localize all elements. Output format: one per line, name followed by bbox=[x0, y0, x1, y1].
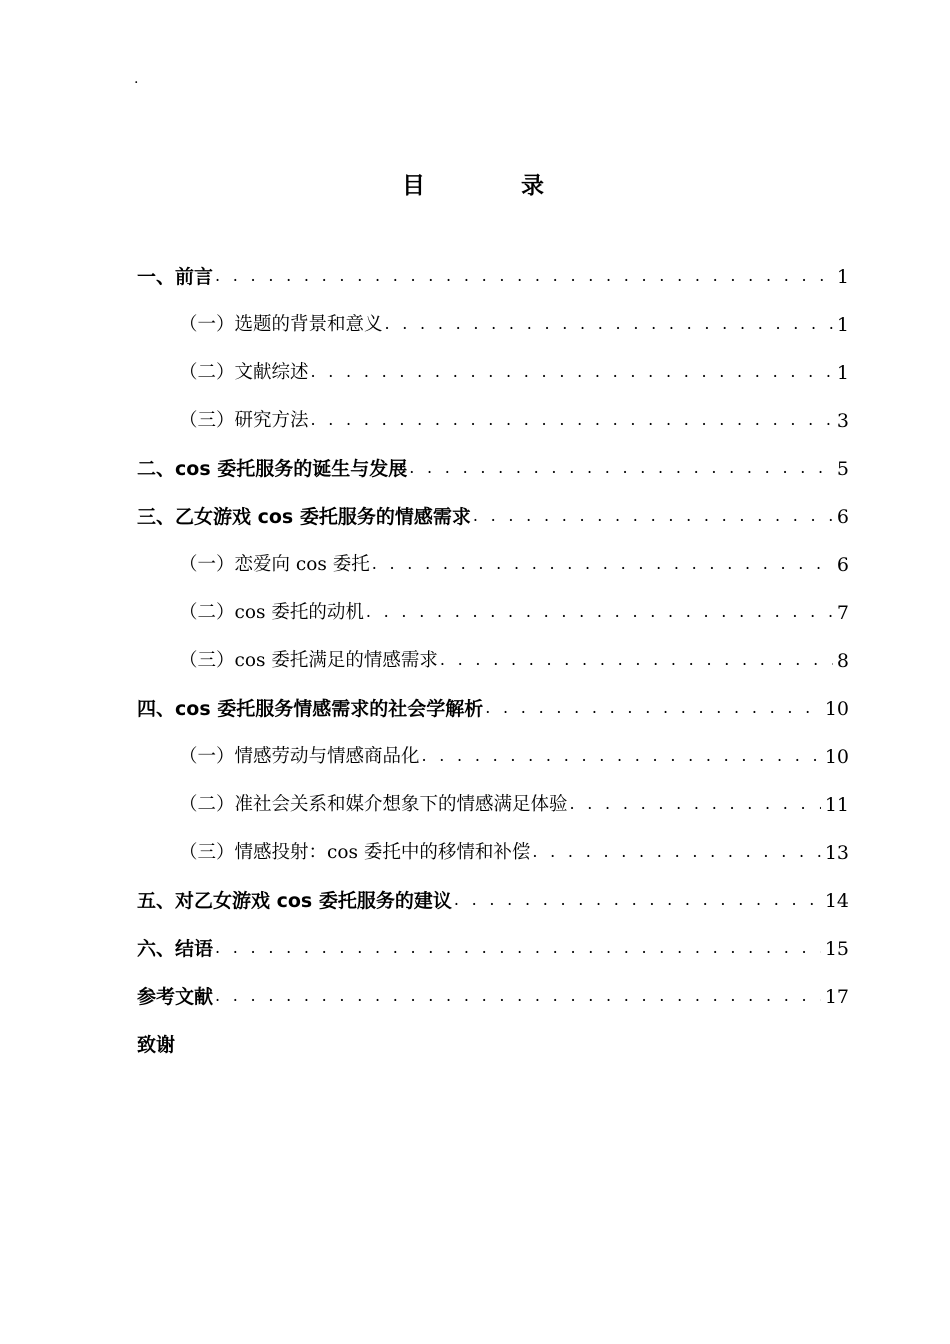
toc-leader-dots bbox=[454, 889, 821, 911]
toc-entry[interactable] bbox=[137, 252, 849, 300]
toc-entry-page-number: 3 bbox=[836, 410, 849, 432]
toc-leader-dots bbox=[485, 697, 821, 719]
toc-entry-page-number: 1 bbox=[836, 266, 849, 288]
toc-leader-dots bbox=[570, 793, 821, 815]
toc-entry[interactable] bbox=[137, 348, 849, 396]
toc-leader-dots bbox=[215, 937, 821, 959]
toc-entry-label: 六、结语 bbox=[137, 938, 214, 960]
toc-entry[interactable] bbox=[137, 876, 849, 924]
toc-entry[interactable] bbox=[137, 444, 849, 492]
toc-entry-page-number: 6 bbox=[836, 506, 849, 528]
toc-leader-dots bbox=[532, 841, 820, 863]
toc-entry-label: （一）情感劳动与情感商品化 bbox=[179, 746, 420, 767]
toc-entry[interactable] bbox=[137, 492, 849, 540]
toc-leader-dots bbox=[366, 601, 833, 623]
toc-entry-page-number: 10 bbox=[824, 746, 849, 768]
toc-entry-page-number: 8 bbox=[836, 650, 849, 672]
toc-entry-page-number: 1 bbox=[836, 362, 849, 384]
toc-entry-label: 四、cos 委托服务情感需求的社会学解析 bbox=[137, 698, 484, 720]
toc-entry-page-number: 6 bbox=[836, 554, 849, 576]
toc-leader-dots bbox=[372, 553, 833, 575]
toc-entry-label: （二）准社会关系和媒介想象下的情感满足体验 bbox=[179, 794, 568, 815]
toc-entry[interactable] bbox=[137, 1020, 849, 1068]
toc-entry-page-number: 14 bbox=[824, 890, 849, 912]
toc-entry-label: （三）cos 委托满足的情感需求 bbox=[179, 650, 438, 671]
toc-entry-page-number: 13 bbox=[824, 842, 849, 864]
toc-leader-dots bbox=[311, 361, 833, 383]
toc-leader-dots bbox=[385, 313, 833, 335]
toc-entry-label: 致谢 bbox=[137, 1034, 176, 1056]
toc-leader-dots bbox=[311, 409, 833, 431]
toc-leader-dots bbox=[409, 457, 833, 479]
toc-entry-page-number: 5 bbox=[836, 458, 849, 480]
toc-entry-page-number: 15 bbox=[824, 938, 849, 960]
toc-entry-label: （二）cos 委托的动机 bbox=[179, 602, 364, 623]
toc-entry-label: 三、乙女游戏 cos 委托服务的情感需求 bbox=[137, 506, 471, 528]
toc-entry[interactable] bbox=[137, 972, 849, 1020]
toc-entry-label: 二、cos 委托服务的诞生与发展 bbox=[137, 458, 408, 480]
toc-entry-label: （三）情感投射：cos 委托中的移情和补偿 bbox=[179, 842, 531, 863]
page-title: 目 录 bbox=[401, 173, 588, 199]
toc-leader-dots bbox=[215, 265, 833, 287]
toc-leader-dots bbox=[473, 505, 833, 527]
toc-entry[interactable] bbox=[137, 588, 849, 636]
toc-entry-label: （一）选题的背景和意义 bbox=[179, 314, 383, 335]
toc-entry[interactable] bbox=[137, 780, 849, 828]
toc-entry[interactable] bbox=[137, 300, 849, 348]
toc-entry-label: （一）恋爱向 cos 委托 bbox=[179, 554, 370, 575]
toc-entry-label: 参考文献 bbox=[137, 986, 214, 1008]
toc-leader-dots bbox=[215, 985, 821, 1007]
toc-entry-label: （二）文献综述 bbox=[179, 362, 309, 383]
toc-leader-dots bbox=[440, 649, 833, 671]
toc-leader-dots bbox=[422, 745, 821, 767]
toc-entry-label: （三）研究方法 bbox=[179, 410, 309, 431]
toc-entry[interactable] bbox=[137, 732, 849, 780]
table-of-contents bbox=[137, 252, 849, 1068]
toc-entry-page-number: 17 bbox=[824, 986, 849, 1008]
toc-entry[interactable] bbox=[137, 828, 849, 876]
toc-entry[interactable] bbox=[137, 684, 849, 732]
toc-entry[interactable] bbox=[137, 396, 849, 444]
toc-entry-page-number: 7 bbox=[836, 602, 849, 624]
toc-entry[interactable] bbox=[137, 540, 849, 588]
toc-entry[interactable] bbox=[137, 636, 849, 684]
toc-entry-page-number: 1 bbox=[836, 314, 849, 336]
toc-entry-page-number: 10 bbox=[824, 698, 849, 720]
header-mark: . bbox=[134, 71, 139, 87]
toc-entry-label: 一、前言 bbox=[137, 266, 214, 288]
toc-entry-label: 五、对乙女游戏 cos 委托服务的建议 bbox=[137, 890, 452, 912]
toc-entry[interactable] bbox=[137, 924, 849, 972]
toc-entry-page-number: 11 bbox=[824, 794, 849, 816]
